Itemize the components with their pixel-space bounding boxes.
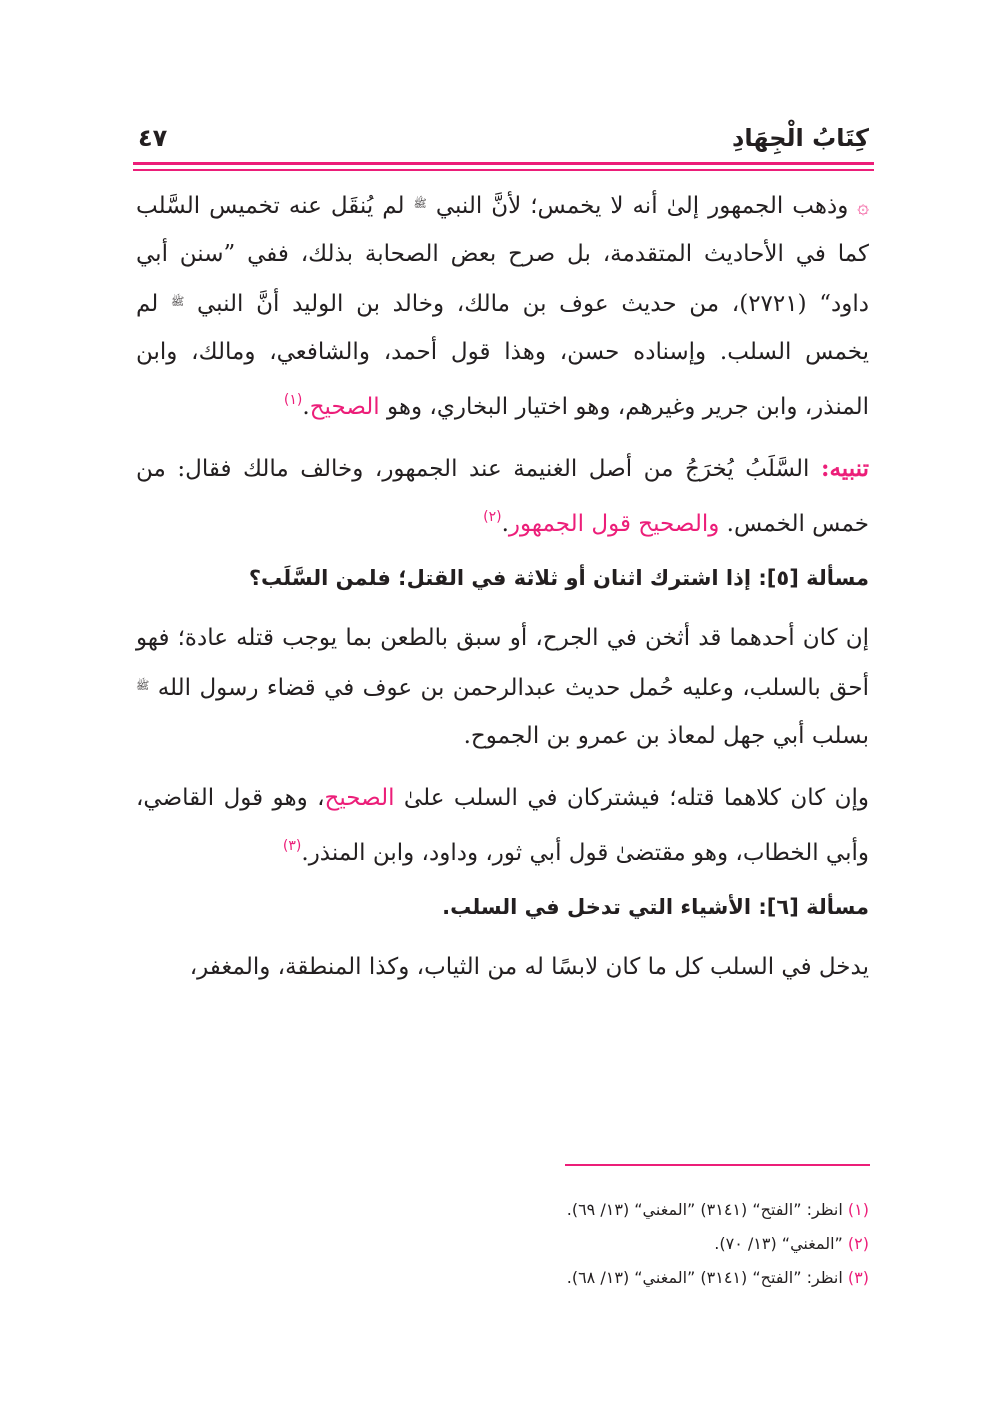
footnote-1 [136,1193,869,1227]
paragraph-3 [136,614,869,760]
salla-icon: ﷺ [413,197,427,210]
paragraph-4-part-2: ، وهو قول القاضي، وأبي الخطاب، وهو مقتضىٰ قول أبي ثور، وداود، وابن المنذر. [136,785,869,866]
paragraph-4 [136,774,869,877]
issue-title: الأشياء التي تدخل في السلب. [442,895,752,919]
note-label: تنبيه: [820,455,870,482]
footnote-ref-2[interactable]: (٢) [483,509,502,525]
paragraph-1-part-2: لم يُنقَل عنه تخميس السَّلب كما في الأحاديث المتقدمة، بل صرح بعض الصحابة بذلك، ففي ”سنن أبي داود“ (٢٧٢١)، من حديث عوف بن مالك، وخالد بن الوليد أنَّ النبي [136,193,870,317]
note-text: السَّلَبُ يُخرَجُ من أصل الغنيمة عند الجمهور، وخالف مالك فقال: من خمس الخمس. [136,456,869,537]
note-end: . [501,511,509,537]
footnote-ref-1[interactable]: (١) [283,392,303,408]
footnote-text: انظر: ”الفتح“ (٣١٤١) ”المغني“ (١٣/ ٦٨). [566,1268,843,1287]
paragraph-5-text: يدخل في السلب كل ما كان لابسًا له من الثياب، وكذا المنطقة، والمغفر، [189,954,869,980]
paragraph-3-part-2: بسلب أبي جهل لمعاذ بن عمرو بن الجموح. [463,723,869,749]
ornament-icon: ۞ [857,194,870,218]
page-header [138,118,869,158]
paragraph-3-part-1: إن كان أحدهما قد أثخن في الجرح، أو سبق بالطعن بما يوجب قتله عادة؛ فهو أحق بالسلب، وعليه حُمل حديث عبدالرحمن بن عوف في قضاء رسول الله [136,625,869,701]
footnote-text: ”المغني“ (١٣/ ٧٠). [714,1234,843,1253]
main-text [136,180,869,1005]
footnote-ref-3[interactable]: (٣) [282,838,302,854]
footnote-divider [565,1164,870,1166]
paragraph-note [136,445,869,548]
paragraph-4-part-1: وإن كان كلاهما قتله؛ فيشتركان في السلب علىٰ [403,785,869,811]
header-rule-thick [133,162,874,165]
issue-heading-6 [136,891,869,923]
paragraph-1-part-1: وذهب الجمهور إلىٰ أنه لا يخمس؛ لأنَّ النبي [435,193,849,219]
highlight-sahih: الصحيح [324,785,395,811]
footnote-number: (٢) [847,1234,869,1253]
highlight-sahih: الصحيح [309,394,380,420]
salla-icon: ﷺ [171,295,185,308]
issue-title: إذا اشترك اثنان أو ثلاثة في القتل؛ فلمن السَّلَب؟ [248,566,752,590]
book-title: كِتَابُ الْجِهَادِ [732,124,869,152]
issue-label: مسألة [٥]: [758,566,869,590]
footnote-number: (٣) [847,1268,869,1287]
footnote-text: انظر: ”الفتح“ (٣١٤١) ”المغني“ (١٣/ ٦٩). [566,1200,843,1219]
footnote-2 [136,1227,869,1261]
footnote-number: (١) [847,1200,869,1219]
footnote-3 [136,1261,869,1295]
paragraph-1 [136,180,869,431]
note-highlight: والصحيح قول الجمهور [508,511,720,537]
issue-heading-5 [136,562,869,594]
footnotes [136,1193,869,1295]
paragraph-1-part-3: لم يخمس السلب. وإسناده حسن، وهذا قول أحمد، والشافعي، ومالك، وابن المنذر، وابن جرير وغيرهم، وهو اختيار البخاري، وهو [136,291,869,420]
salla-icon: ﷺ [136,679,150,692]
header-rule-thin [133,169,874,171]
page-number: ٤٧ [138,124,168,152]
paragraph-5 [136,943,869,991]
issue-label: مسألة [٦]: [758,895,869,919]
paragraph-1-end: . [302,394,310,420]
